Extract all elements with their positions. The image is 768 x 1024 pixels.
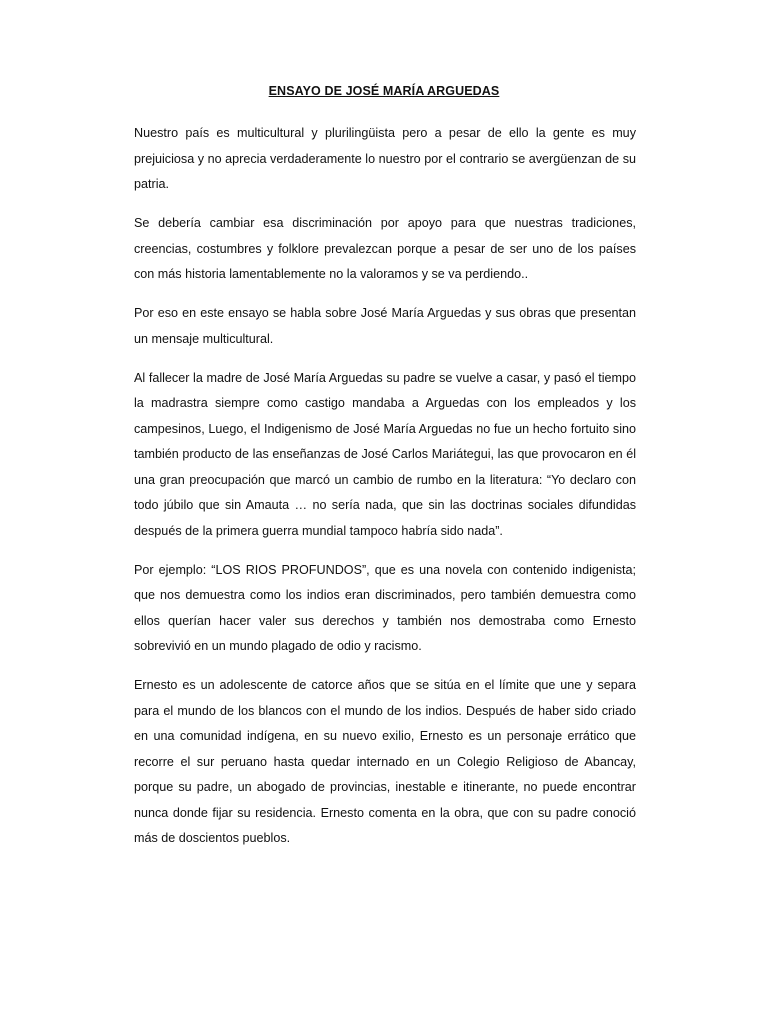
paragraph-1: Nuestro país es multicultural y plurilingüista pero a pesar de ello la gente es muy prejuiciosa y no aprecia verdaderamente lo nuestro por el contrario se avergüenzan de su patria. — [134, 126, 636, 191]
document-title: ENSAYO DE JOSÉ MARÍA ARGUEDAS — [268, 84, 500, 98]
paragraph-3: Por eso en este ensayo se habla sobre José María Arguedas y sus obras que presentan un mensaje multicultural. — [134, 306, 636, 346]
paragraph-5: Por ejemplo: “LOS RIOS PROFUNDOS”, que es una novela con contenido indigenista; que nos demuestra como los indios eran discriminados, pero también demuestra como ellos querían hacer valer sus derechos y también nos demostraba como Ernesto sobrevivió en un mundo plagado de odio y racismo. — [134, 562, 636, 653]
document-body — [134, 121, 636, 865]
paragraph-4: Al fallecer la madre de José María Arguedas su padre se vuelve a casar, y pasó el tiempo la madrastra siempre como castigo mandaba a Arguedas con los empleados y los campesinos, Luego, el Indigenismo de José María Arguedas no fue un hecho fortuito sino también producto de las enseñanzas de José Carlos Mariátegui, las que provocaron en él una gran preocupación que marcó un cambio de rumbo en la literatura: “Yo declaro con todo júbilo que sin Amauta … no sería nada, que sin las doctrinas sociales difundidas después de la primera guerra mundial tampoco habría sido nada”. — [134, 370, 636, 538]
paragraph-6: Ernesto es un adolescente de catorce años que se sitúa en el límite que une y separa para el mundo de los blancos con el mundo de los indios. Después de haber sido criado en una comunidad indígena, en su nuevo exilio, Ernesto es un personaje errático que recorre el sur peruano hasta quedar internado en un Colegio Religioso de Abancay, porque su padre, un abogado de provincias, inestable e itinerante, no puede encontrar nunca donde fijar su residencia. Ernesto comenta en la obra, que con su padre conoció más de doscientos pueblos. — [134, 678, 636, 845]
paragraph-2: Se debería cambiar esa discriminación por apoyo para que nuestras tradiciones, creencias, costumbres y folklore prevalezcan porque a pesar de ser uno de los países con más historia lamentablemente no la valoramos y se va perdiendo.. — [134, 216, 636, 281]
